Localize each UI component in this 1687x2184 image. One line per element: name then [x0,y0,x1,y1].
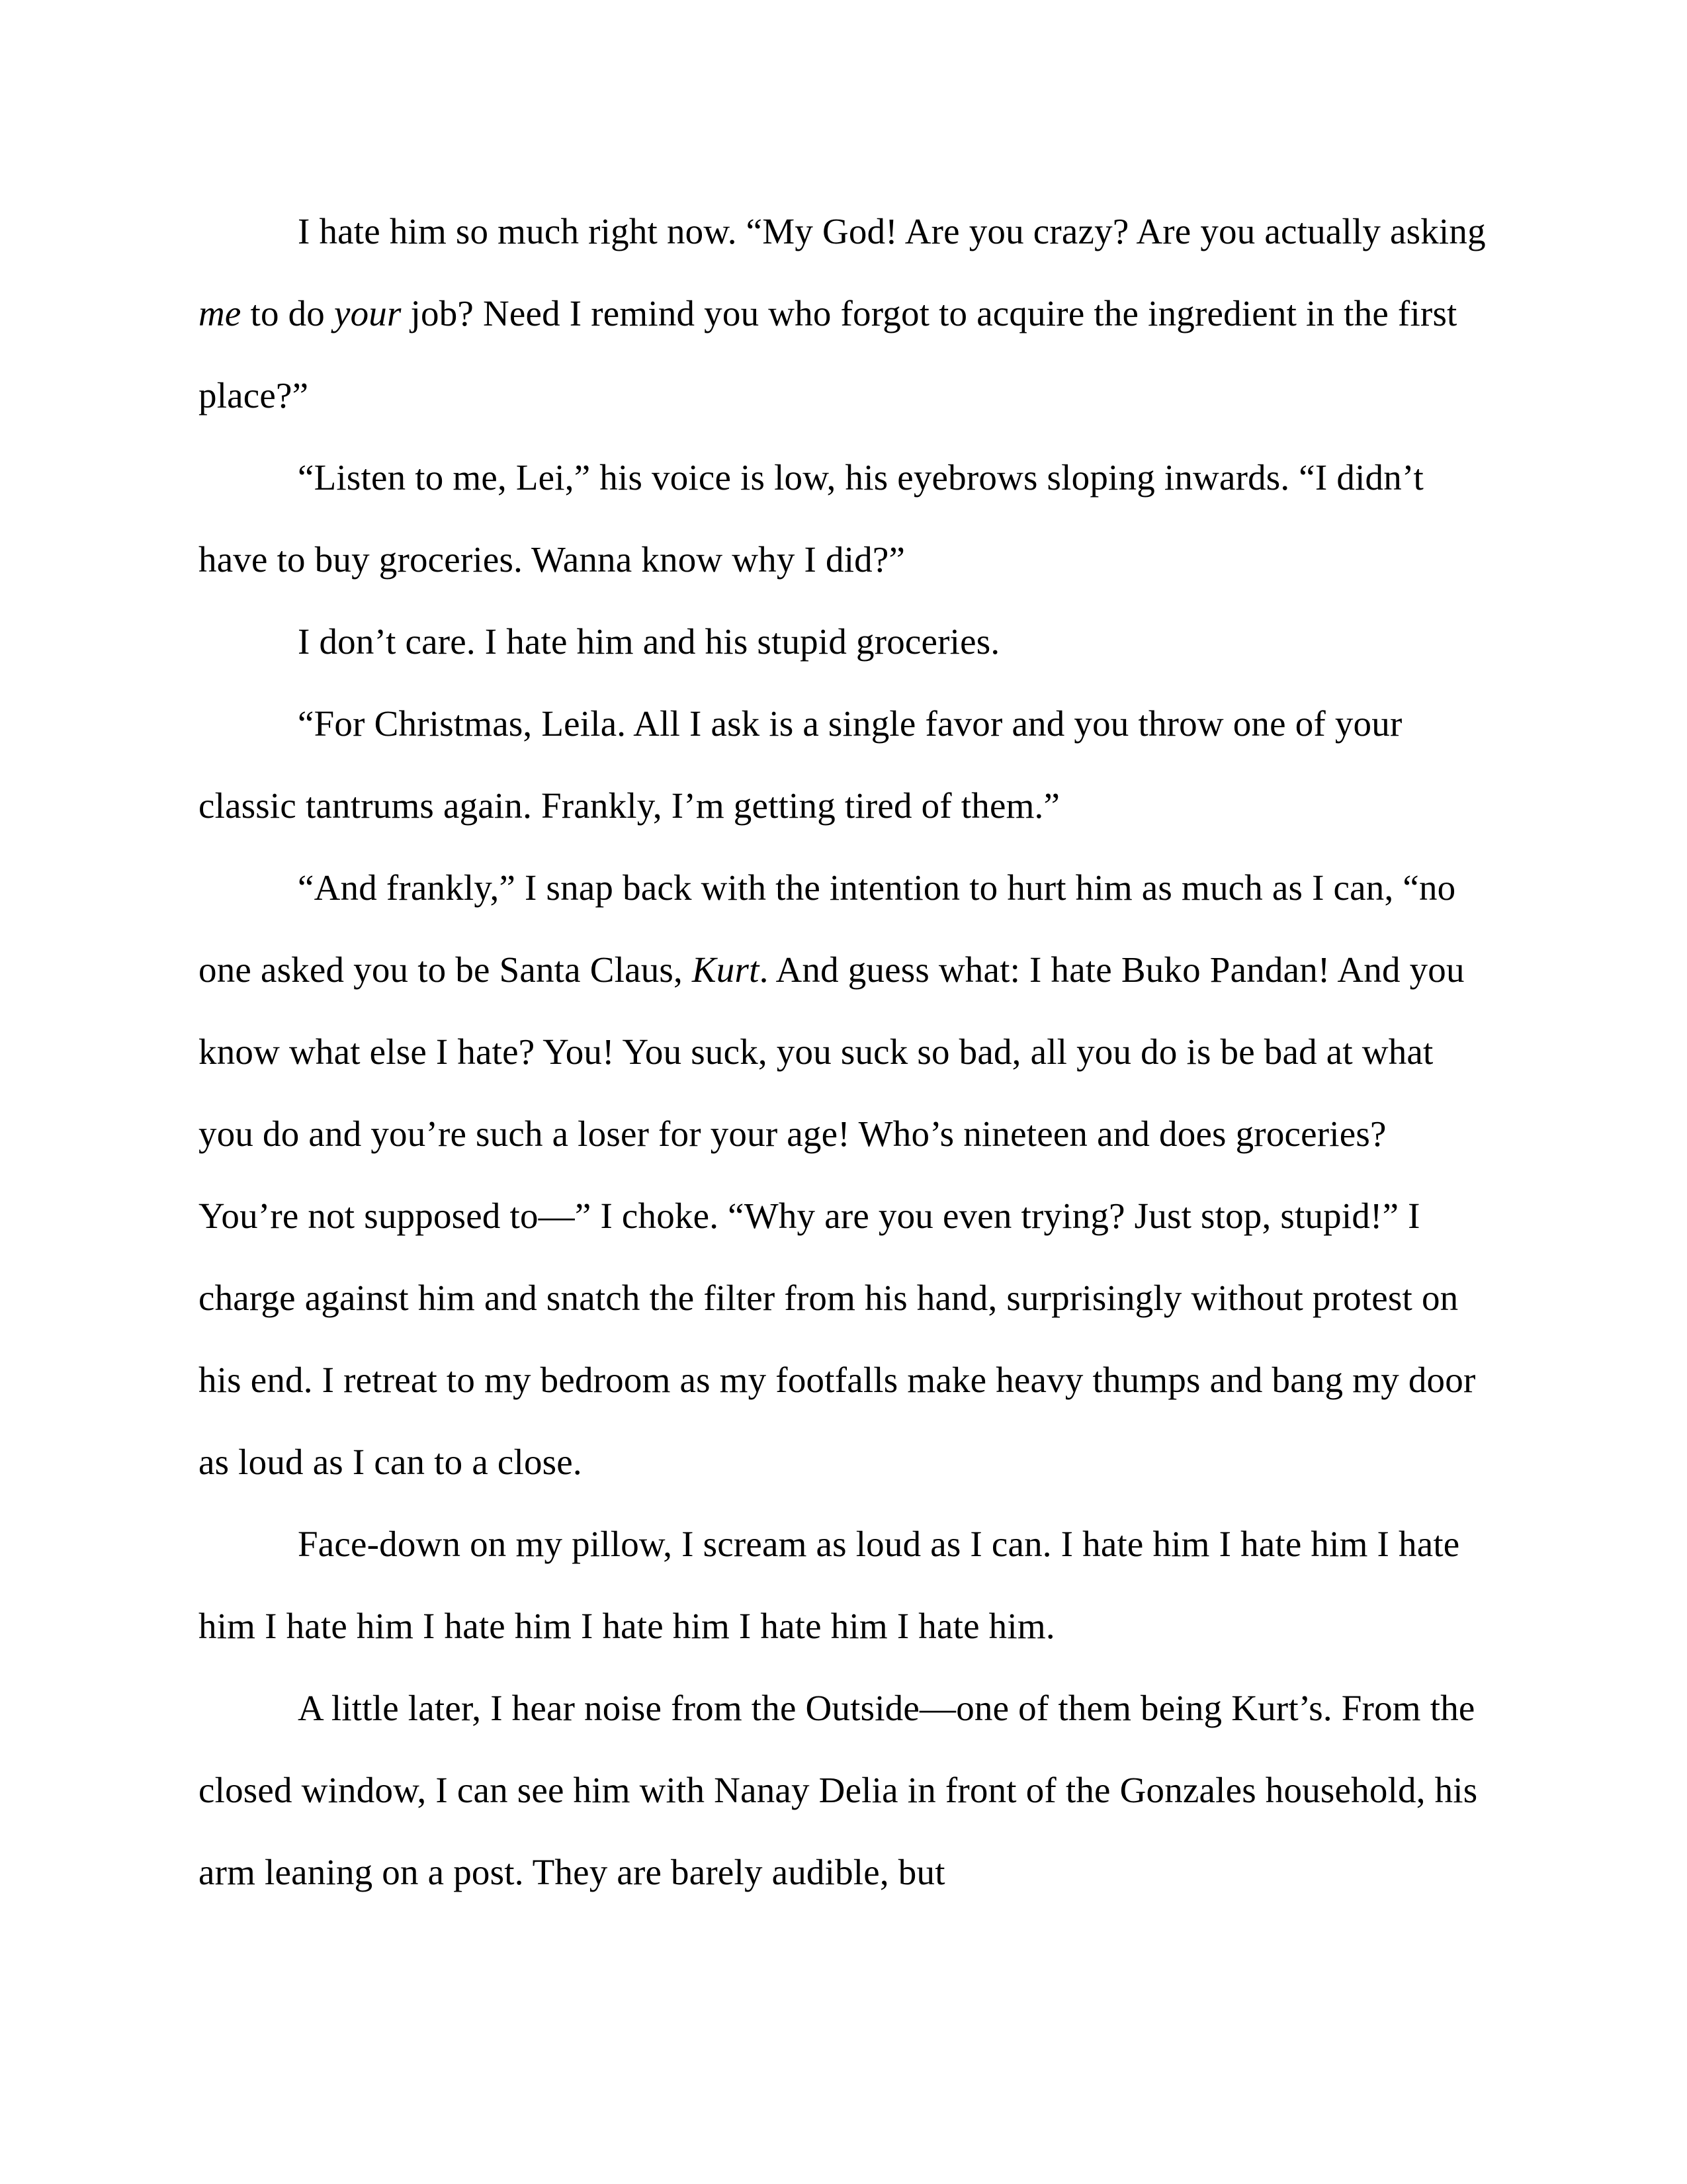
paragraph [198,1667,1489,1913]
italic-text-run: Kurt [691,949,759,990]
text-run: to do [241,293,334,333]
paragraph [198,601,1489,683]
text-run: Face-down on my pillow, I scream as loud as I can. I hate him I hate him I hate him I hate him I hate him I hate him I hate him I hate him. [198,1524,1460,1646]
paragraph [198,683,1489,847]
paragraph [198,1503,1489,1667]
text-run: A little later, I hear noise from the Outside—one of them being Kurt’s. From the closed window, I can see him with Nanay Delia in front of the Gonzales household, his arm leaning on a post. They are barely audible, but [198,1688,1478,1892]
text-run: “And frankly,” I snap back with the intention to hurt him as much as I can, “no one asked you to be Santa Claus, [198,867,1456,990]
paragraph [198,847,1489,1503]
manuscript-text [198,191,1489,1913]
italic-text-run: me [198,293,241,333]
text-run: I hate him so much right now. “My God! Are you crazy? Are you actually asking [298,211,1486,251]
text-run: “Listen to me, Lei,” his voice is low, his eyebrows sloping inwards. “I didn’t have to buy groceries. Wanna know why I did?” [198,457,1424,580]
text-run: . And guess what: I hate Buko Pandan! And you know what else I hate? You! You suck, you suck so bad, all you do is be bad at what you do and you’re such a loser for your age! Who’s nineteen and does groceries? You’re not supposed to—” I choke. “Why are you even trying? Just stop, stupid!” I charge against him and snatch the filter from his hand, surprisingly without protest on his end. I retreat to my bedroom as my footfalls make heavy thumps and bang my door as loud as I can to a close. [198,949,1476,1482]
italic-text-run: your [333,293,402,333]
text-run: job? Need I remind you who forgot to acquire the ingredient in the first place?” [198,293,1457,415]
paragraph [198,437,1489,601]
text-run: “For Christmas, Leila. All I ask is a single favor and you throw one of your classic tantrums again. Frankly, I’m getting tired of them.” [198,703,1403,826]
paragraph [198,191,1489,437]
text-run: I don’t care. I hate him and his stupid groceries. [298,621,1000,662]
